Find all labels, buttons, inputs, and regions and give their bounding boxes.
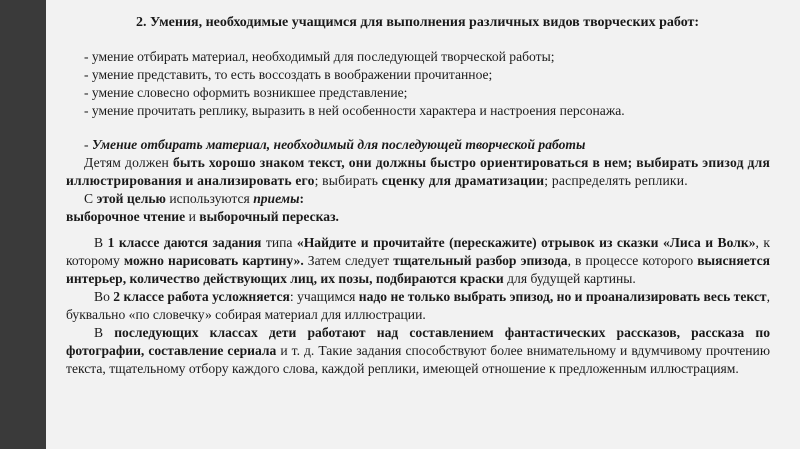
text-run: и т. д. Такие задания способствуют более внимательному и вдумчивому прочтению текста, тщательному отбору каждого слова, каждой реплики, имеющей отношение к предложенным иллюстрациям.	[66, 343, 770, 376]
skill-item: - умение прочитать реплику, выразить в ней особенности характера и настроения персонажа.	[84, 103, 625, 118]
bold-run: 2 классе работа усложняется	[113, 289, 290, 304]
text-run: Во	[94, 289, 114, 304]
text-run: используются	[165, 191, 254, 206]
text-run: , к которому	[66, 235, 770, 268]
skill-item: - умение отбирать материал, необходимый для последующей творческой работы;	[84, 49, 555, 64]
text-run: В	[94, 235, 108, 250]
paragraph-6	[66, 324, 770, 378]
bold-run: выборочное чтение	[66, 209, 186, 224]
skills-list	[84, 48, 770, 120]
section-heading-text: Умение отбирать материал, необходимый для последующей творческой работы	[91, 137, 586, 152]
bold-run: они должны быстро ориентироваться в нем; выбирать эпизод для иллюстрирования и анализировать его	[66, 155, 771, 188]
text-run: и	[185, 209, 200, 224]
paragraph-4	[66, 234, 770, 288]
section-dash: -	[84, 137, 92, 152]
text-run: Затем следует	[303, 253, 394, 268]
text-run: , буквально «по словечку» собирая материал для иллюстрации.	[66, 289, 770, 322]
bold-run: 1 классе даются задания	[107, 235, 262, 250]
section-heading	[84, 136, 770, 154]
bold-run: быть хорошо знаком текст,	[172, 155, 345, 170]
bold-run: :	[299, 191, 305, 206]
text-run: ; распределять реплики.	[544, 173, 688, 188]
bold-run: «Найдите и прочитайте (перескажите) отрывок из сказки «Лиса и Волк»	[296, 235, 756, 250]
bold-run: этой целью	[96, 191, 166, 206]
paragraph-5	[66, 288, 770, 324]
left-accent-bar	[0, 0, 46, 449]
slide-content	[66, 14, 770, 378]
skill-item: - умение представить, то есть воссоздать в воображении прочитанное;	[84, 67, 493, 82]
paragraph-1	[66, 154, 770, 190]
bold-run: надо не только выбрать эпизод, но и проанализировать весь текст	[358, 289, 767, 304]
bold-run: выясняется интерьер, количество действующих лиц, их позы, подбираются краски	[66, 253, 770, 286]
text-run: , в процессе которого	[567, 253, 698, 268]
spacer	[66, 226, 770, 234]
text-run: типа	[261, 235, 297, 250]
text-run: Детям должен	[84, 155, 173, 170]
bold-run: тщательный разбор эпизода	[393, 253, 568, 268]
text-run: С	[84, 191, 97, 206]
bold-run: последующих классах дети работают над составлением фантастических рассказов, рассказа по фотографии, составление сериала	[66, 325, 770, 358]
bold-run: можно нарисовать картину».	[123, 253, 304, 268]
bold-italic-run: приемы	[253, 191, 300, 206]
skill-item: - умение словесно оформить возникшее представление;	[84, 85, 408, 100]
text-run: В	[94, 325, 115, 340]
bold-run: выборочный пересказ.	[199, 209, 339, 224]
bold-run: сценку для драматизации	[381, 173, 545, 188]
paragraph-3	[66, 208, 770, 226]
slide-title: 2. Умения, необходимые учащимся для выполнения различных видов творческих работ:	[136, 15, 700, 30]
text-run: : учащимся	[289, 289, 359, 304]
text-run: ; выбирать	[314, 173, 382, 188]
paragraph-2	[66, 190, 770, 208]
text-run: для будущей картины.	[503, 271, 636, 286]
